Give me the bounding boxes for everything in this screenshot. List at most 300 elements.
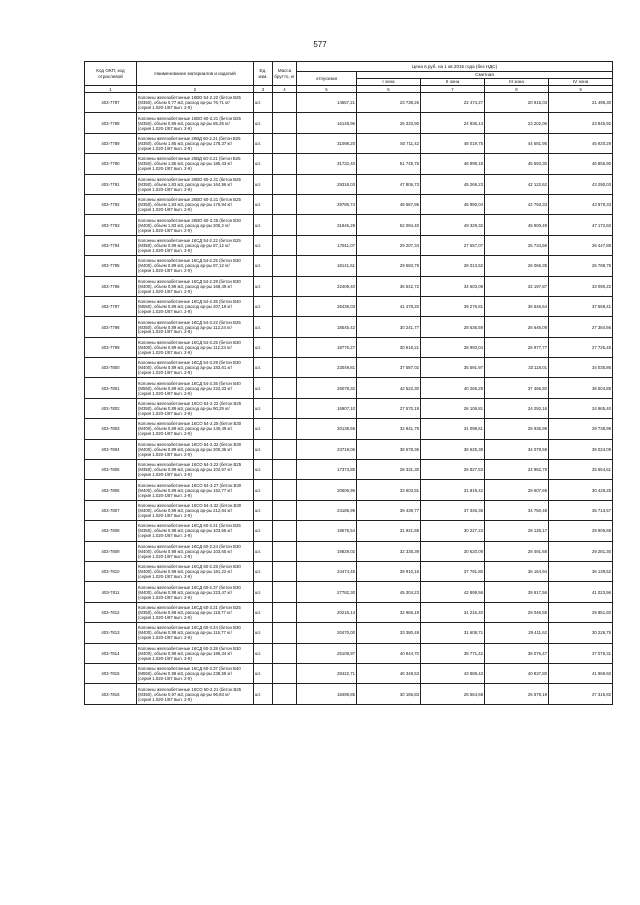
row-name (137, 500, 254, 520)
row-zone-3-price: 42 122,62 (485, 174, 549, 194)
row-zone-1-price: 32 966,19 (357, 602, 421, 622)
row-zone-1-price: 27 570,19 (357, 398, 421, 418)
row-zone-3-price: 28 126,17 (485, 521, 549, 541)
row-name (137, 93, 254, 113)
row-zone-3-price: 34 750,48 (485, 500, 549, 520)
row-release-price: 31732,40 (297, 154, 357, 174)
row-zone-3-price: 32 197,87 (485, 276, 549, 296)
row-release-price: 24185,99 (297, 500, 357, 520)
row-release-price: 14557,21 (297, 93, 357, 113)
row-release-price: 18141,61 (297, 256, 357, 276)
row-zone-4-price: 28 905,68 (549, 521, 613, 541)
table-row (85, 358, 613, 378)
row-name-line: (М400), объем 0,89 м3, расход ар-ры 212,84 кг/ (138, 508, 233, 514)
row-zone-4-price: 29 738,98 (549, 419, 613, 439)
table-row (85, 317, 613, 337)
row-name-line: (М350), объем 0,98 м3, расход ар-ры 118,77 кг/ (138, 609, 232, 615)
table-row (85, 663, 613, 683)
row-zone-4-price: 38 504,88 (549, 378, 613, 398)
row-zone-1-price: 48 567,95 (357, 194, 421, 214)
table-row (85, 174, 613, 194)
row-name-line: Колонны железобетонные 2КВО 60-2.21 (бетон В25 (138, 176, 241, 182)
row-code: 403-7814 (85, 643, 137, 663)
header-estimate: Сметная (357, 72, 613, 79)
row-zone-1-price: 45 304,23 (357, 582, 421, 602)
col-number: 7 (421, 86, 485, 93)
row-zone-4-price: 21 495,30 (549, 93, 613, 113)
row-unit: шт. (254, 215, 273, 235)
row-unit: шт. (254, 93, 273, 113)
price-table (84, 61, 613, 705)
table-row (85, 582, 613, 602)
row-zone-4-price: 47 172,60 (549, 215, 613, 235)
row-name (137, 215, 254, 235)
row-zone-2-price: 26 106,81 (421, 398, 485, 418)
row-zone-2-price: 31 098,61 (421, 419, 485, 439)
row-name-line: (серия 1.020-1/87 вып. 2-9) (138, 513, 192, 518)
row-zone-4-price: 41 023,96 (549, 582, 613, 602)
table-row (85, 133, 613, 153)
header-unit: Ед. изм. (254, 62, 273, 86)
row-name (137, 643, 254, 663)
row-name-line: Колонны железобетонные 1КСД 54-3.35 (бетон В40 (138, 380, 241, 386)
row-name-line: Колонны железобетонные 1КВО 60-2.21 (бетон В25 (138, 115, 241, 121)
row-unit: шт. (254, 378, 273, 398)
row-name (137, 317, 254, 337)
row-zone-4-price: 37 559,41 (549, 296, 613, 316)
row-name-line: (М550), объем 0,89 м3, расход ар-ры 207,19 кг/ (138, 304, 233, 310)
row-name-line: (серия 1.020-1/87 вып. 2-9) (138, 655, 192, 661)
row-zone-4-price: 27 315,82 (549, 684, 613, 704)
row-code: 403-7807 (85, 500, 137, 520)
row-unit: шт. (254, 194, 273, 214)
row-unit: шт. (254, 256, 273, 276)
row-code: 403-7788 (85, 113, 137, 133)
row-zone-4-price: 46 856,90 (549, 154, 613, 174)
row-zone-1-price: 33 603,91 (357, 480, 421, 500)
row-name (137, 623, 254, 643)
row-mass (273, 439, 297, 459)
row-code: 403-7796 (85, 276, 137, 296)
row-name-line: (серия 1.020-1/87 вып. 2-9) (138, 207, 192, 213)
row-name-line: (М350), объем 0,89 м3, расход ар-ры 102,57 кг/ (138, 467, 233, 473)
col-number: 4 (273, 86, 297, 93)
row-name-line: (М350), объем 1,83 м3, расход ар-ры 164,96 кг/ (138, 181, 233, 187)
row-code: 403-7789 (85, 133, 137, 153)
table-row (85, 378, 613, 398)
row-zone-4-price: 29 281,30 (549, 541, 613, 561)
row-zone-2-price: 45 269,23 (421, 174, 485, 194)
table-row (85, 480, 613, 500)
table-row (85, 93, 613, 113)
row-release-price: 19575,54 (297, 521, 357, 541)
col-number: 6 (357, 86, 421, 93)
price-table-body (85, 93, 613, 705)
row-mass (273, 419, 297, 439)
row-name-line: Колонны железобетонные 1КСД 54-3.22 (бетон В25 (138, 319, 241, 325)
row-zone-2-price: 37 346,38 (421, 500, 485, 520)
row-zone-2-price: 49 329,32 (421, 215, 485, 235)
row-mass (273, 480, 297, 500)
row-name-line: (серия 1.020-1/87 вып. 2-9) (138, 614, 192, 620)
row-zone-2-price: 31 216,40 (421, 602, 485, 622)
row-zone-4-price: 27 725,45 (549, 337, 613, 357)
row-name-line: (серия 1.020-1/87 вып. 2-9) (138, 268, 192, 274)
row-code: 403-7802 (85, 398, 137, 418)
table-row (85, 541, 613, 561)
col-number: 3 (254, 86, 273, 93)
row-zone-1-price: 39 439,77 (357, 500, 421, 520)
row-name-line: Колонны железобетонные 1КСД 54-2.35 (бетон В40 (138, 299, 241, 305)
row-release-price: 23049,81 (297, 358, 357, 378)
row-zone-3-price: 28 491,68 (485, 541, 549, 561)
row-name-line: (М350), объем 0,97 м3, расход ар-ры 96,83 кг/ (138, 691, 230, 697)
row-zone-2-price: 38 771,42 (421, 643, 485, 663)
row-unit: шт. (254, 296, 273, 316)
row-zone-1-price: 47 806,73 (357, 174, 421, 194)
row-name-line: (М400), объем 0,89 м3, расход ар-ры 183,61 кг/ (138, 365, 233, 371)
row-zone-4-price: 33 090,22 (549, 276, 613, 296)
row-zone-2-price: 36 625,38 (421, 439, 485, 459)
row-name (137, 174, 254, 194)
row-unit: шт. (254, 684, 273, 704)
row-zone-3-price: 26 977,77 (485, 337, 549, 357)
row-zone-1-price: 32 841,79 (357, 419, 421, 439)
row-name-line: Колонны железобетонные 1КСД 54-2.25 (бетон В30 (138, 258, 241, 264)
row-zone-2-price: 28 636,59 (421, 317, 485, 337)
row-name-line: (серия 1.020-1/87 вып. 2-9) (138, 635, 192, 641)
row-release-price: 17373,85 (297, 460, 357, 480)
table-row (85, 643, 613, 663)
row-mass (273, 93, 297, 113)
row-zone-1-price: 29 583,78 (357, 256, 421, 276)
row-zone-2-price: 34 603,08 (421, 276, 485, 296)
row-zone-3-price: 20 915,03 (485, 93, 549, 113)
row-zone-4-price: 43 290,03 (549, 174, 613, 194)
row-name-line: (М550), объем 0,89 м3, расход ар-ры 222,33 кг/ (138, 385, 233, 391)
row-name-line: (М400), объем 0,89 м3, расход ар-ры 168,49 кг/ (138, 283, 233, 289)
row-name-line: Колонны железобетонные 1КСД 60-3.37 (бетон В40 (138, 666, 241, 672)
row-unit: шт. (254, 480, 273, 500)
row-zone-3-price: 45 900,49 (485, 215, 549, 235)
row-zone-1-price: 30 618,21 (357, 337, 421, 357)
row-name (137, 256, 254, 276)
row-zone-3-price: 45 593,30 (485, 154, 549, 174)
row-name-line: (серия 1.020-1/87 вып. 2-9) (138, 329, 192, 335)
row-name (137, 460, 254, 480)
row-mass (273, 623, 297, 643)
col-number: 8 (485, 86, 549, 93)
row-zone-3-price: 36 076,47 (485, 643, 549, 663)
row-name-line: (М400), объем 0,98 м3, расход ар-ры 103,65 кг/ (138, 548, 233, 554)
row-mass (273, 684, 297, 704)
row-zone-4-price: 43 979,33 (549, 194, 613, 214)
row-name-line: Колонны железобетонные 1КСД 60-3.24 (бетон В30 (138, 625, 241, 631)
row-zone-2-price: 45 990,04 (421, 194, 485, 214)
row-name-line: (М400), объем 1,83 м3, расход ар-ры 205,2 кг/ (138, 222, 230, 228)
header-name: Наименование материалов и изделий (137, 62, 254, 86)
row-zone-2-price: 27 657,07 (421, 235, 485, 255)
table-row (85, 623, 613, 643)
table-row (85, 113, 613, 133)
row-release-price: 16148,96 (297, 113, 357, 133)
row-name-line: Колонны железобетонные 1КСД 60-3.28 (бетон В30 (138, 645, 241, 651)
row-name-line: (серия 1.020-1/87 вып. 2-9) (138, 125, 192, 131)
row-mass (273, 194, 297, 214)
row-release-price: 29785,74 (297, 194, 357, 214)
row-zone-1-price: 30 165,83 (357, 684, 421, 704)
row-mass (273, 235, 297, 255)
row-name-line: (М350), объем 0,89 м3, расход ар-ры 87,12 кг/ (138, 242, 230, 248)
row-zone-3-price: 33 118,01 (485, 358, 549, 378)
row-unit: шт. (254, 541, 273, 561)
table-row (85, 439, 613, 459)
row-name-line: Колонны железобетонные 1КСО 54-2.25 (бетон В30 (138, 421, 242, 427)
row-unit: шт. (254, 419, 273, 439)
row-name (137, 439, 254, 459)
row-zone-3-price: 25 734,66 (485, 235, 549, 255)
row-release-price: 24474,45 (297, 561, 357, 581)
row-unit: шт. (254, 358, 273, 378)
row-unit: шт. (254, 521, 273, 541)
row-mass (273, 215, 297, 235)
row-zone-1-price: 30 241,77 (357, 317, 421, 337)
row-unit: шт. (254, 174, 273, 194)
row-zone-2-price: 24 936,14 (421, 113, 485, 133)
row-zone-1-price: 46 348,53 (357, 663, 421, 683)
row-name-line: Колонны железобетонные 1КСД 54-2.22 (бетон В25 (138, 237, 241, 243)
row-release-price: 27782,30 (297, 582, 357, 602)
row-unit: шт. (254, 500, 273, 520)
row-zone-2-price: 31 819,42 (421, 480, 485, 500)
row-unit: шт. (254, 663, 273, 683)
table-row (85, 215, 613, 235)
row-name-line: (М400), объем 0,89 м3, расход ар-ры 140,49 кг/ (138, 426, 233, 432)
row-zone-2-price: 40 265,29 (421, 378, 485, 398)
row-code: 403-7793 (85, 215, 137, 235)
row-zone-4-price: 27 384,56 (549, 317, 613, 337)
row-mass (273, 663, 297, 683)
row-code: 403-7790 (85, 154, 137, 174)
row-code: 403-7794 (85, 235, 137, 255)
row-name-line: (серия 1.020-1/87 вып. 2-9) (138, 288, 192, 294)
row-unit: шт. (254, 602, 273, 622)
row-unit: шт. (254, 113, 273, 133)
row-mass (273, 154, 297, 174)
row-release-price: 31946,29 (297, 215, 357, 235)
row-code: 403-7816 (85, 684, 137, 704)
row-unit: шт. (254, 561, 273, 581)
row-name (137, 133, 254, 153)
row-zone-1-price: 33 380,49 (357, 623, 421, 643)
row-name-line: (серия 1.020-1/87 вып. 2-9) (138, 533, 192, 539)
table-row (85, 276, 613, 296)
row-mass (273, 643, 297, 663)
col-number: 2 (137, 86, 254, 93)
row-zone-2-price: 42 899,56 (421, 582, 485, 602)
row-name (137, 561, 254, 581)
row-name (137, 296, 254, 316)
row-name (137, 541, 254, 561)
row-zone-3-price: 24 962,78 (485, 460, 549, 480)
row-name-line: (серия 1.020-1/87 вып. 2-9) (138, 105, 192, 111)
row-unit: шт. (254, 235, 273, 255)
row-name-line: Колонны железобетонные 1КСД 60-2.28 (бетон В30 (138, 564, 241, 570)
row-release-price: 26078,32 (297, 378, 357, 398)
row-name-line: (серия 1.020-1/87 вып. 2-9) (138, 247, 192, 253)
row-name-line: Колонны железобетонные 1КСО 54-3.32 (бетон В30 (138, 503, 242, 509)
row-zone-3-price: 42 793,33 (485, 194, 549, 214)
row-zone-1-price: 37 587,02 (357, 358, 421, 378)
row-zone-1-price: 36 542,72 (357, 276, 421, 296)
row-code: 403-7808 (85, 521, 137, 541)
row-unit: шт. (254, 439, 273, 459)
row-name (137, 358, 254, 378)
row-mass (273, 358, 297, 378)
row-name-line: (серия 1.020-1/87 вып. 2-9) (138, 390, 192, 396)
row-code: 403-7806 (85, 480, 137, 500)
row-zone-4-price: 36 139,52 (549, 561, 613, 581)
row-zone-2-price: 22 474,27 (421, 93, 485, 113)
row-zone-3-price: 40 837,80 (485, 663, 549, 683)
row-zone-4-price: 26 788,75 (549, 256, 613, 276)
row-name-line: Колонны железобетонные 2КВО 60-3.21 (бетон В25 (138, 197, 241, 203)
row-mass (273, 113, 297, 133)
row-zone-1-price: 29 207,34 (357, 235, 421, 255)
row-name-line: (серия 1.020-1/87 вып. 2-9) (138, 227, 192, 233)
row-code: 403-7803 (85, 419, 137, 439)
table-row (85, 460, 613, 480)
row-code: 403-7791 (85, 174, 137, 194)
row-name-line: Колонны железобетонные 1КСО 60-2.21 (бетон В25 (138, 686, 242, 692)
row-zone-3-price: 29 607,69 (485, 480, 549, 500)
row-zone-2-price: 31 608,71 (421, 623, 485, 643)
row-release-price: 25436,03 (297, 296, 357, 316)
row-zone-2-price: 37 791,80 (421, 561, 485, 581)
row-name-line: (М350), объем 0,98 м3, расход ар-ры 103,65 кг/ (138, 528, 233, 534)
row-mass (273, 133, 297, 153)
header-zone-1: I зона (357, 79, 421, 86)
row-zone-2-price: 48 999,18 (421, 154, 485, 174)
row-release-price: 25108,97 (297, 643, 357, 663)
row-zone-1-price: 51 745,75 (357, 154, 421, 174)
row-unit: шт. (254, 460, 273, 480)
row-name (137, 419, 254, 439)
row-release-price: 20606,96 (297, 480, 357, 500)
row-name-line: (серия 1.020-1/87 вып. 2-9) (138, 349, 192, 355)
row-zone-3-price: 28 936,98 (485, 419, 549, 439)
row-zone-4-price: 34 035,86 (549, 358, 613, 378)
table-row (85, 521, 613, 541)
table-row (85, 419, 613, 439)
row-name-line: (М400), объем 0,98 м3, расход ар-ры 196,34 кг/ (138, 650, 233, 656)
header-mass: Масса брутто, кг (273, 62, 297, 86)
row-zone-4-price: 25 654,61 (549, 460, 613, 480)
header-code: Код ОКП, код отраслевой (85, 62, 137, 86)
row-zone-4-price: 41 969,60 (549, 663, 613, 683)
row-zone-1-price: 40 944,70 (357, 643, 421, 663)
row-mass (273, 582, 297, 602)
row-zone-3-price: 37 466,50 (485, 378, 549, 398)
row-name-line: (М400), объем 0,98 м3, расход ар-ры 223,47 кг/ (138, 589, 233, 595)
row-name (137, 521, 254, 541)
row-name (137, 582, 254, 602)
row-unit: шт. (254, 337, 273, 357)
row-name (137, 194, 254, 214)
row-name-line: (М350), объем 1,83 м3, расход ар-ры 176,94 кг/ (138, 202, 233, 208)
header-release: отпускная (297, 72, 357, 86)
row-name-line: (серия 1.020-1/87 вып. 2-9) (138, 553, 192, 559)
row-name-line: (серия 1.020-1/87 вып. 2-9) (138, 186, 192, 192)
row-name (137, 602, 254, 622)
row-name-line: (серия 1.020-1/87 вып. 2-9) (138, 166, 192, 172)
row-name-line: Колонны железобетонные 1КСД 60-2.37 (бетон В30 (138, 584, 241, 590)
row-unit: шт. (254, 317, 273, 337)
row-unit: шт. (254, 276, 273, 296)
table-row (85, 500, 613, 520)
table-row (85, 398, 613, 418)
row-release-price: 19829,02 (297, 541, 357, 561)
row-zone-1-price: 52 094,40 (357, 215, 421, 235)
row-unit: шт. (254, 398, 273, 418)
row-name-line: (М350), объем 1,85 м3, расход ар-ры 185,43 кг/ (138, 161, 233, 167)
row-name-line: (М350), объем 0,77 м3, расход ар-ры 76,71 кг/ (138, 100, 230, 106)
row-name (137, 684, 254, 704)
row-zone-2-price: 35 591,97 (421, 358, 485, 378)
row-zone-2-price: 48 019,75 (421, 133, 485, 153)
table-row (85, 256, 613, 276)
row-release-price: 20216,14 (297, 602, 357, 622)
row-name (137, 378, 254, 398)
row-name-line: Колонны железобетонные 1КСД 54-3.29 (бетон В30 (138, 360, 241, 366)
row-code: 403-7812 (85, 602, 137, 622)
row-zone-2-price: 28 013,52 (421, 256, 485, 276)
row-name-line: Колонны железобетонные 1КСД 54-3.25 (бетон В30 (138, 339, 241, 345)
row-zone-4-price: 24 965,40 (549, 398, 613, 418)
row-release-price: 20470,00 (297, 623, 357, 643)
row-zone-4-price: 30 428,25 (549, 480, 613, 500)
row-zone-4-price: 45 920,29 (549, 133, 613, 153)
row-zone-2-price: 30 620,09 (421, 541, 485, 561)
row-name-line: (М350), объем 0,86 м3, расход ар-ры 85,25 кг/ (138, 120, 230, 126)
row-mass (273, 541, 297, 561)
row-zone-3-price: 36 546,54 (485, 296, 549, 316)
row-zone-3-price: 39 917,56 (485, 582, 549, 602)
row-code: 403-7795 (85, 256, 137, 276)
row-name-line: Колонны железобетонные 2КВД 60-2.21 (бетон В25 (138, 136, 241, 141)
row-zone-1-price: 41 478,20 (357, 296, 421, 316)
row-name-line: (М400), объем 0,89 м3, расход ар-ры 152,77 кг/ (138, 487, 233, 493)
row-release-price: 22409,40 (297, 276, 357, 296)
row-name (137, 398, 254, 418)
row-zone-2-price: 26 827,53 (421, 460, 485, 480)
row-name-line: (М400), объем 0,89 м3, расход ар-ры 112,24 кг/ (138, 344, 232, 350)
row-zone-3-price: 26 579,19 (485, 684, 549, 704)
row-name-line: (М350), объем 1,85 м3, расход ар-ры 178,37 кг/ (138, 140, 233, 146)
row-release-price: 18545,42 (297, 317, 357, 337)
row-release-price: 18498,85 (297, 684, 357, 704)
row-code: 403-7805 (85, 460, 137, 480)
row-code: 403-7804 (85, 439, 137, 459)
row-code: 403-7800 (85, 358, 137, 378)
row-name-line: Колонны железобетонные 1КСО 54-2.22 (бетон В25 (138, 401, 242, 407)
row-zone-2-price: 39 276,81 (421, 296, 485, 316)
row-name-line: (серия 1.020-1/87 вып. 2-9) (138, 451, 192, 457)
row-unit: шт. (254, 623, 273, 643)
row-unit: шт. (254, 133, 273, 153)
row-mass (273, 296, 297, 316)
row-name (137, 113, 254, 133)
